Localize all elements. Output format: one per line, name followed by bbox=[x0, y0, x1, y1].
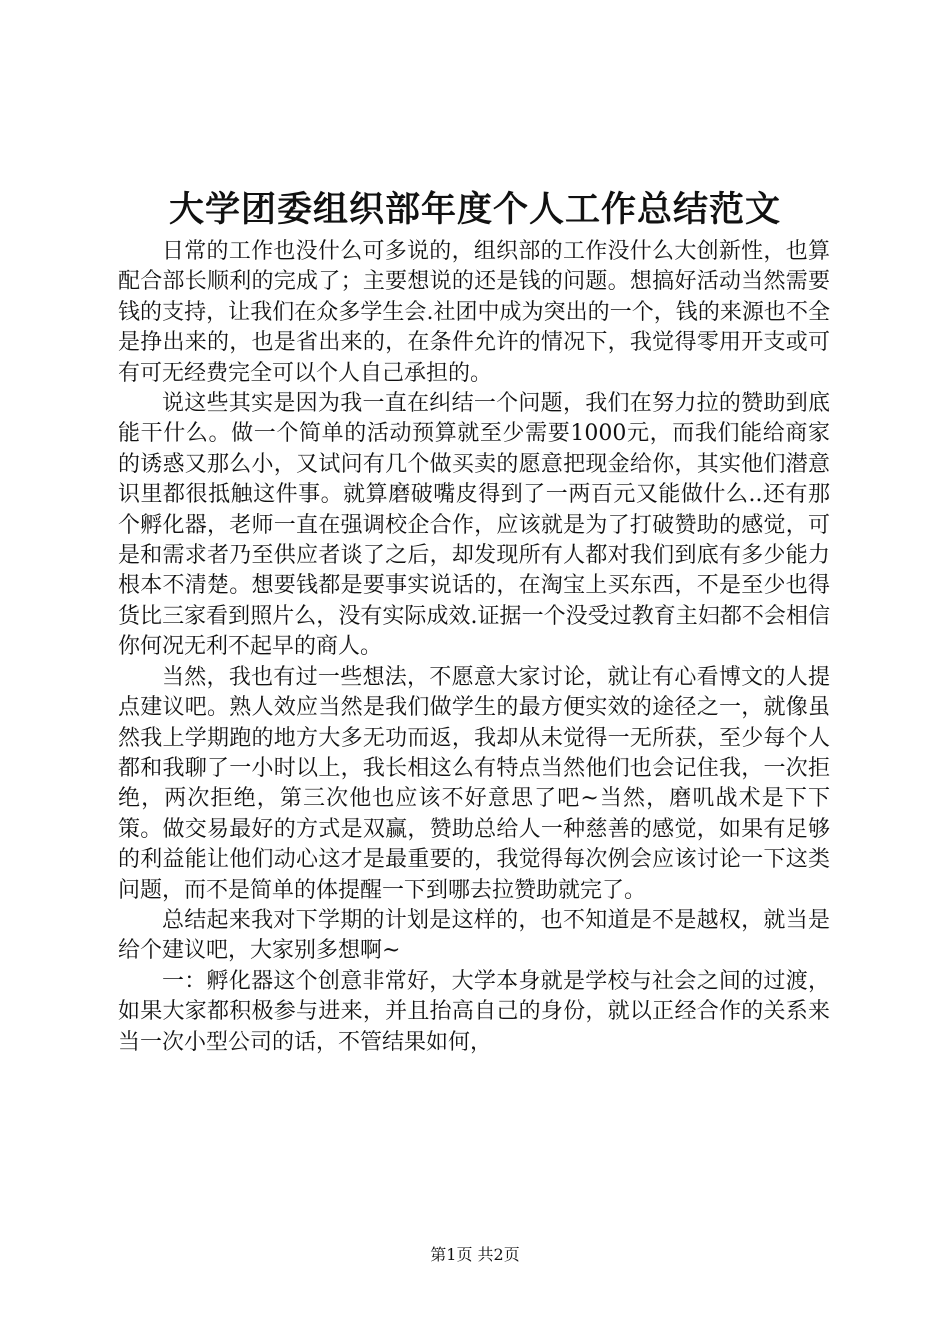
paragraph-4: 总结起来我对下学期的计划是这样的，也不知道是不是越权，就当是给个建议吧，大家别多想啊~ bbox=[118, 907, 830, 964]
document-body bbox=[118, 237, 830, 1058]
paragraph-2: 说这些其实是因为我一直在纠结一个问题，我们在努力拉的赞助到底能干什么。做一个简单的活动预算就至少需要1000元，而我们能给商家的诱惑又那么小，又试问有几个做买卖的愿意把现金给你，其实他们潜意识里都很抵触这件事。就算磨破嘴皮得到了一两百元又能做什么..还有那个孵化器，老师一直在强调校企合作，应该就是为了打破赞助的感觉，可是和需求者乃至供应者谈了之后，却发现所有人都对我们到底有多少能力根本不清楚。想要钱都是要事实说话的，在淘宝上买东西，不是至少也得货比三家看到照片么，没有实际成效.证据一个没受过教育主妇都不会相信你何况无利不起早的商人。 bbox=[118, 391, 830, 660]
page-footer: 第1页 共2页 bbox=[430, 1245, 520, 1264]
paragraph-1: 日常的工作也没什么可多说的，组织部的工作没什么大创新性，也算配合部长顺利的完成了；主要想说的还是钱的问题。想搞好活动当然需要钱的支持，让我们在众多学生会.社团中成为突出的一个，钱的来源也不全是挣出来的，也是省出来的，在条件允许的情况下，我觉得零用开支或可有可无经费完全可以个人自己承担的。 bbox=[118, 239, 830, 386]
paragraph-3: 当然，我也有过一些想法，不愿意大家讨论，就让有心看博文的人提点建议吧。熟人效应当然是我们做学生的最方便实效的途径之一，就像虽然我上学期跑的地方大多无功而返，我却从未觉得一无所获，至少每个人都和我聊了一小时以上，我长相这么有特点当然他们也会记住我，一次拒绝，两次拒绝，第三次他也应该不好意思了吧~当然，磨叽战术是下下策。做交易最好的方式是双赢，赞助总给人一种慈善的感觉，如果有足够的利益能让他们动心这才是最重要的，我觉得每次例会应该讨论一下这类问题，而不是简单的体提醒一下到哪去拉赞助就完了。 bbox=[118, 664, 830, 903]
document-title: 大学团委组织部年度个人工作总结范文 bbox=[168, 189, 781, 230]
paragraph-5: 一：孵化器这个创意非常好，大学本身就是学校与社会之间的过渡，如果大家都积极参与进来，并且抬高自己的身份，就以正经合作的关系来当一次小型公司的话，不管结果如何， bbox=[118, 968, 830, 1055]
